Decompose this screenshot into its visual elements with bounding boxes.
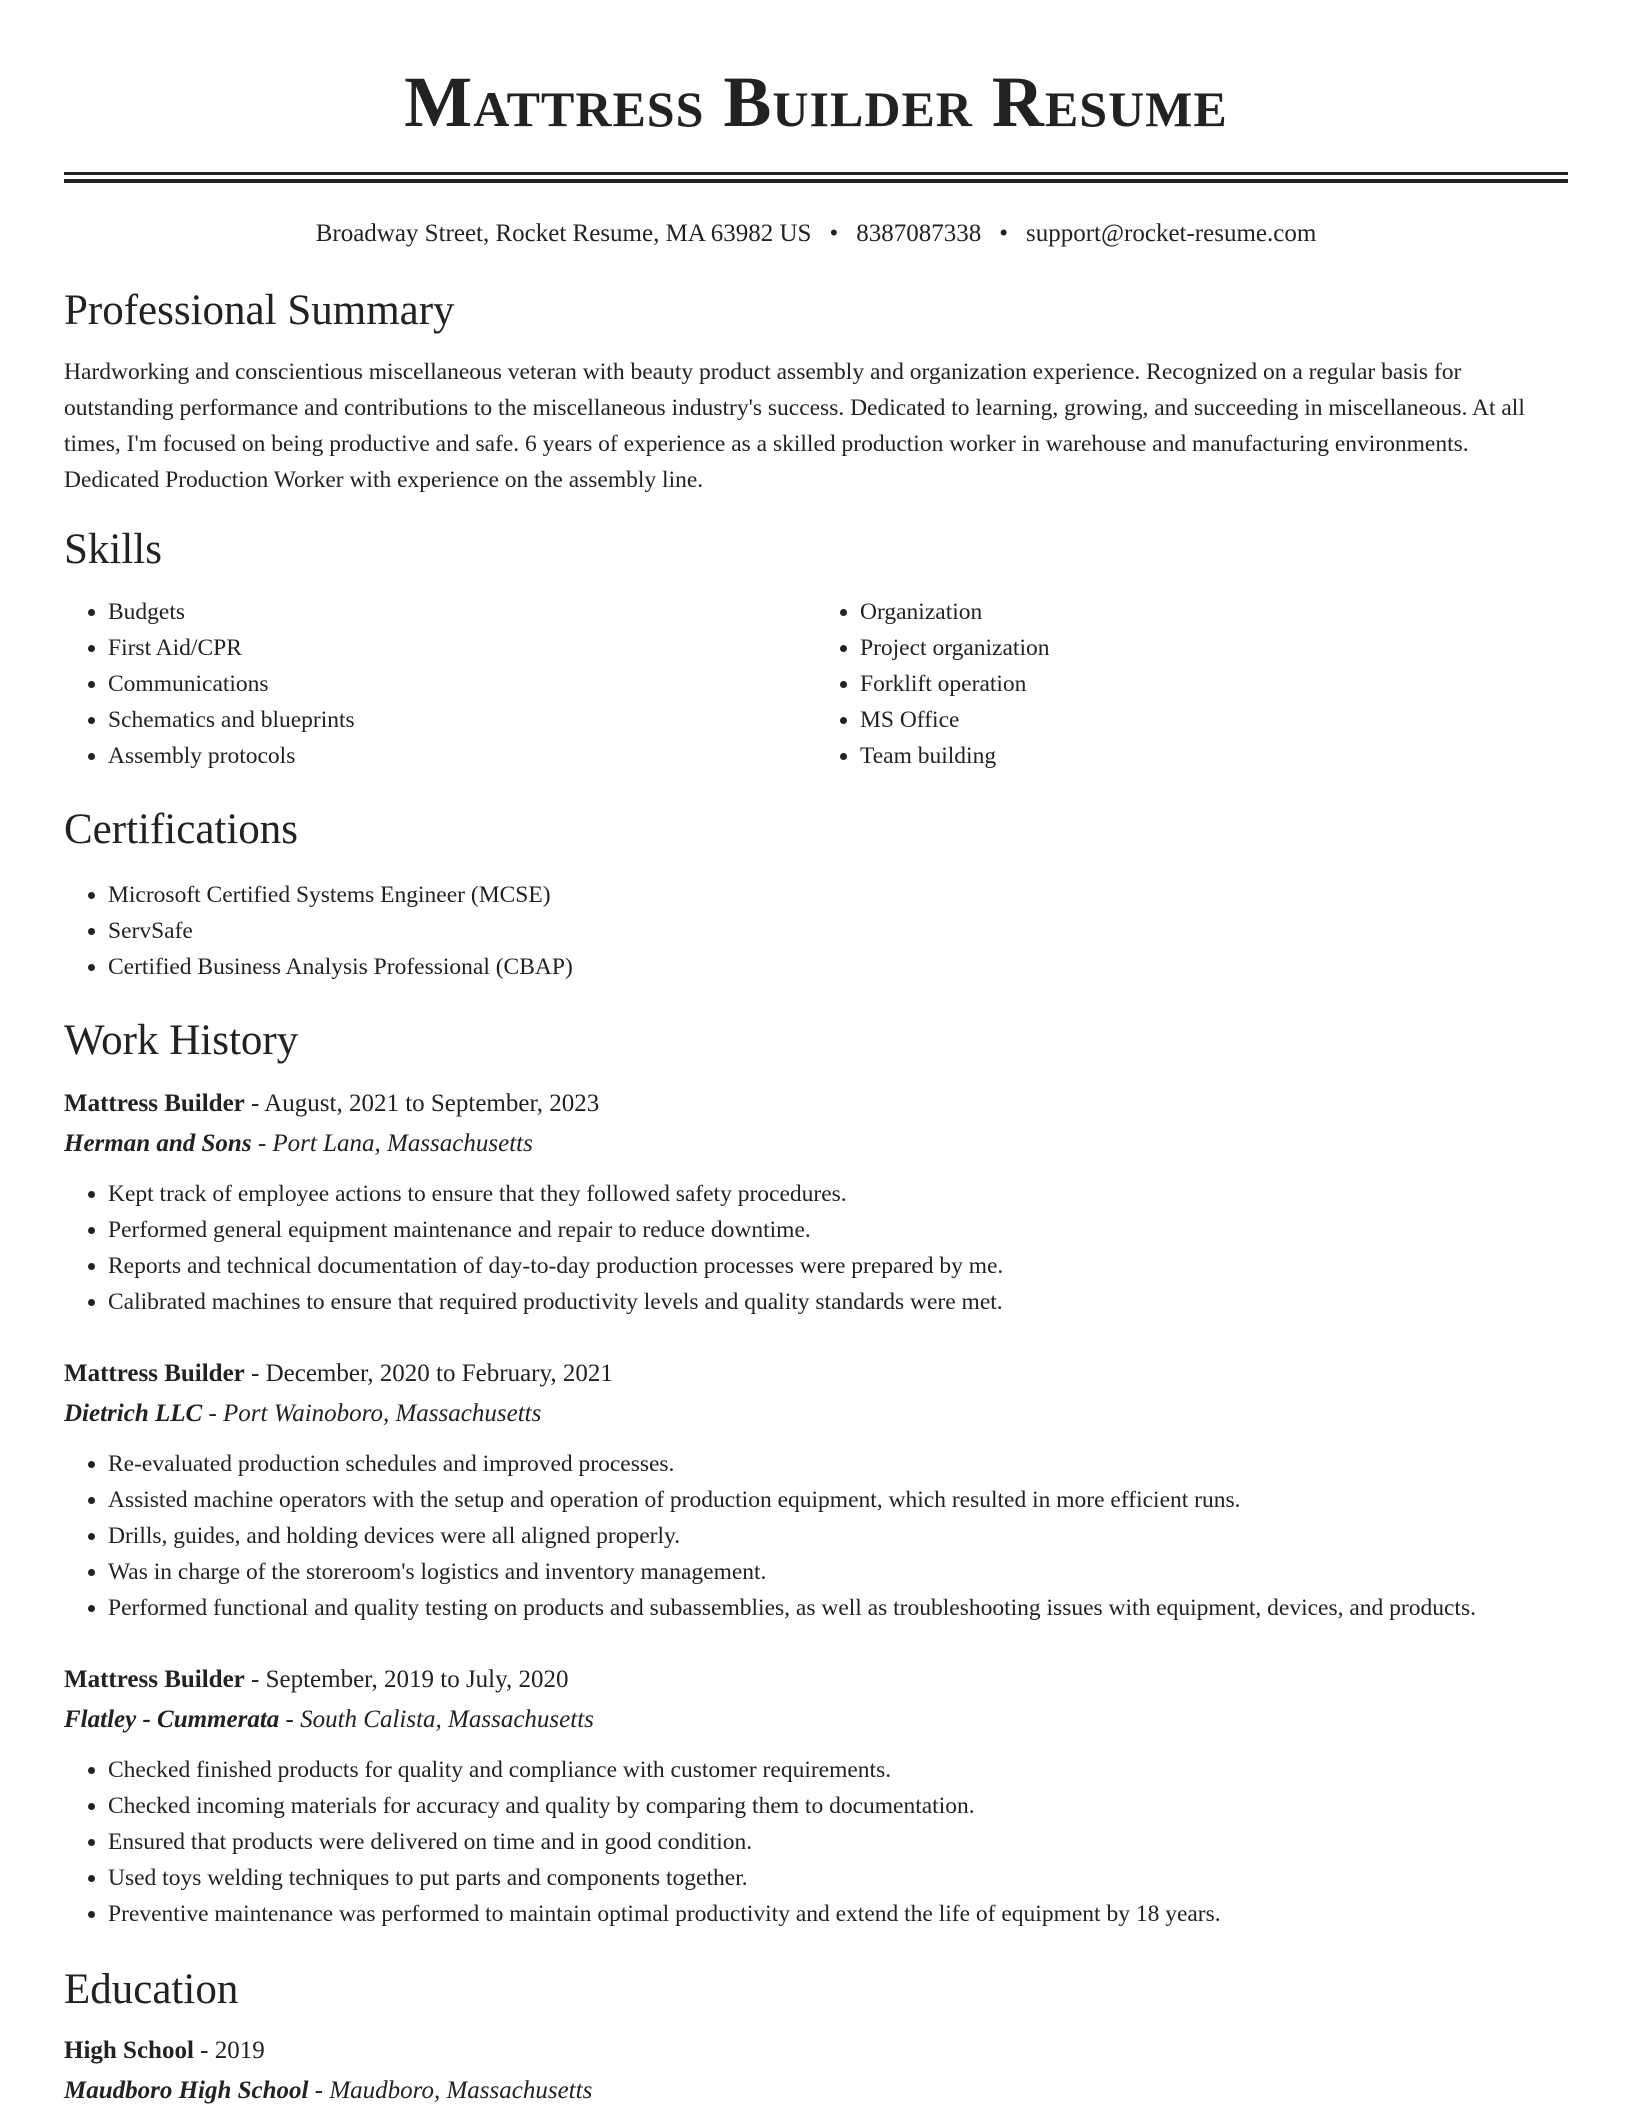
resume-title: Mattress Builder Resume <box>404 62 1228 142</box>
skills-list-left <box>64 594 816 774</box>
job-bullet: • Drills, guides, and holding devices were all aligned properly. <box>108 1518 1568 1554</box>
job-entry <box>64 1354 1568 1626</box>
education-degree: High School <box>64 2037 194 2065</box>
skill-item: • First Aid/CPR <box>108 630 816 666</box>
certification-item: • ServSafe <box>108 913 1568 949</box>
contact-line <box>64 219 1568 249</box>
contact-phone: 8387087338 <box>856 220 982 247</box>
work-history-heading: Work History <box>64 1016 299 1064</box>
skills-list-right <box>816 594 1568 774</box>
skill-item: • Assembly protocols <box>108 738 816 774</box>
skill-item: • Project organization <box>860 630 1568 666</box>
contact-address: Broadway Street, Rocket Resume, MA 63982 US <box>315 220 812 247</box>
job-entry <box>64 1660 1568 1932</box>
job-title: Mattress Builder <box>64 1666 245 1694</box>
education-entry <box>64 2031 1568 2111</box>
job-dates: - December, 2020 to February, 2021 <box>244 1360 613 1388</box>
job-bullets <box>64 1176 1568 1320</box>
job-bullet: • Was in charge of the storeroom's logistics and inventory management. <box>108 1554 1568 1590</box>
job-bullet: • Preventive maintenance was performed to maintain optimal productivity and extend the life of equipment by 18 years. <box>108 1896 1568 1932</box>
job-bullet: • Reports and technical documentation of day-to-day production processes were prepared by me. <box>108 1248 1568 1284</box>
job-location: - South Calista, Massachusetts <box>279 1706 594 1734</box>
job-bullet: • Checked incoming materials for accuracy and quality by comparing them to documentation. <box>108 1788 1568 1824</box>
job-entry <box>64 1084 1568 1320</box>
certification-item: • Certified Business Analysis Professional (CBAP) <box>108 949 1568 985</box>
contact-separator: • <box>999 220 1008 247</box>
job-bullet: • Performed functional and quality testing on products and subassemblies, as well as troubleshooting issues with equipment, devices, and products. <box>108 1590 1568 1626</box>
job-bullet: • Performed general equipment maintenance and repair to reduce downtime. <box>108 1212 1568 1248</box>
education-school-line <box>64 2071 1568 2111</box>
skill-item: • Team building <box>860 738 1568 774</box>
job-company: Dietrich LLC <box>64 1400 203 1428</box>
job-company-line <box>64 1700 1568 1740</box>
job-bullets <box>64 1446 1568 1626</box>
job-title-line <box>64 1660 1568 1700</box>
contact-separator: • <box>829 220 839 247</box>
job-bullet: • Ensured that products were delivered on time and in good condition. <box>108 1824 1568 1860</box>
education-year: - 2019 <box>193 2037 265 2065</box>
job-dates: - August, 2021 to September, 2023 <box>244 1090 600 1118</box>
skill-item: • Budgets <box>108 594 816 630</box>
education-degree-line <box>64 2031 1568 2071</box>
job-company: Flatley - Cummerata <box>64 1706 280 1734</box>
skill-item: • Forklift operation <box>860 666 1568 702</box>
skills-columns <box>64 594 1568 774</box>
certification-item: • Microsoft Certified Systems Engineer (MCSE) <box>108 877 1568 913</box>
education-location: - Maudboro, Massachusetts <box>308 2077 593 2105</box>
skill-item: • Schematics and blueprints <box>108 702 816 738</box>
certifications-heading: Certifications <box>64 805 299 853</box>
job-title: Mattress Builder <box>64 1090 245 1118</box>
certifications-list <box>64 877 1568 985</box>
job-location: - Port Wainoboro, Massachusetts <box>202 1400 542 1428</box>
job-bullet: • Used toys welding techniques to put parts and components together. <box>108 1860 1568 1896</box>
job-company: Herman and Sons <box>64 1130 252 1158</box>
summary-text: Hardworking and conscientious miscellaneous veteran with beauty product assembly and organization experience. Recognized on a regular basis for outstanding performance and contributions to the miscellaneous industry's success. Dedicated to learning, growing, and succeeding in miscellaneous. At all times, I'm focused on being productive and safe. 6 years of experience as a skilled production worker in warehouse and manufacturing environments. Dedicated Production Worker with experience on the assembly line. <box>64 359 1525 494</box>
skill-item: • Communications <box>108 666 816 702</box>
job-bullet: • Calibrated machines to ensure that required productivity levels and quality standards were met. <box>108 1284 1568 1320</box>
job-bullets <box>64 1752 1568 1932</box>
skill-item: • MS Office <box>860 702 1568 738</box>
job-location: - Port Lana, Massachusetts <box>251 1130 533 1158</box>
job-title-line <box>64 1084 1568 1124</box>
education-school: Maudboro High School <box>64 2077 309 2105</box>
job-company-line <box>64 1124 1568 1164</box>
skills-heading: Skills <box>64 526 162 574</box>
job-dates: - September, 2019 to July, 2020 <box>244 1666 569 1694</box>
contact-email: support@rocket-resume.com <box>1026 220 1317 247</box>
job-title: Mattress Builder <box>64 1360 245 1388</box>
skill-item: • Organization <box>860 594 1568 630</box>
summary-heading: Professional Summary <box>64 287 455 334</box>
job-bullet: • Checked finished products for quality and compliance with customer requirements. <box>108 1752 1568 1788</box>
job-bullet: • Assisted machine operators with the setup and operation of production equipment, which resulted in more efficient runs. <box>108 1482 1568 1518</box>
job-company-line <box>64 1394 1568 1434</box>
job-title-line <box>64 1354 1568 1394</box>
job-bullet: • Re-evaluated production schedules and improved processes. <box>108 1446 1568 1482</box>
title-double-rule <box>64 172 1568 183</box>
job-bullet: • Kept track of employee actions to ensure that they followed safety procedures. <box>108 1176 1568 1212</box>
education-heading: Education <box>64 1966 239 2014</box>
